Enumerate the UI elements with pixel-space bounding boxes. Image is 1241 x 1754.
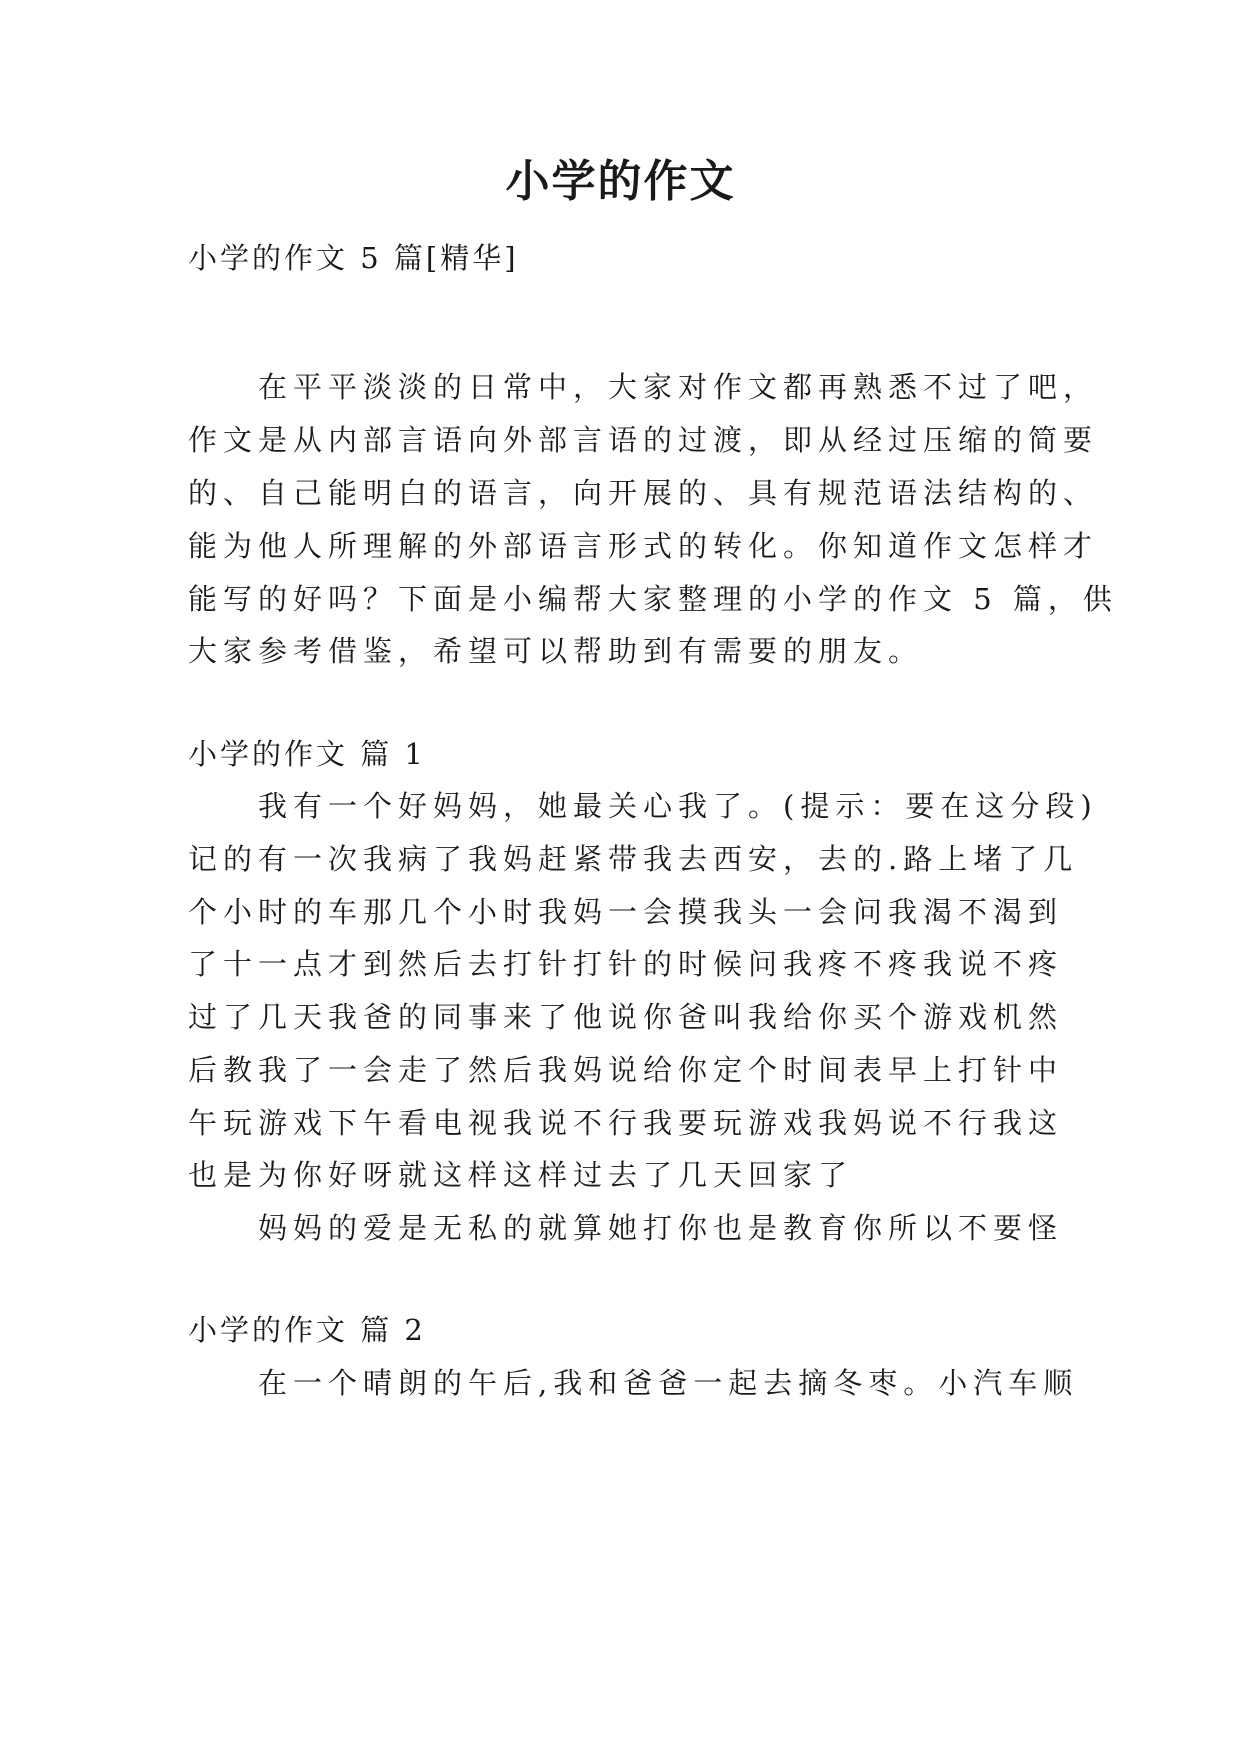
paragraph-line: 记的有一次我病了我妈赶紧带我去西安，去的.路上堵了几: [188, 842, 1079, 876]
paragraph-line: 我有一个好妈妈，她最关心我了。(提示：要在这分段): [258, 789, 1098, 823]
paragraph-line: 午玩游戏下午看电视我说不行我要玩游戏我妈说不行我这: [188, 1106, 1064, 1140]
paragraph-line: 了十一点才到然后去打针打针的时候问我疼不疼我说不疼: [188, 947, 1064, 981]
paragraph-line: 在一个晴朗的午后,我和爸爸一起去摘冬枣。小汽车顺: [258, 1366, 1079, 1400]
paragraph-line: 后教我了一会走了然后我妈说给你定个时间表早上打针中: [188, 1053, 1064, 1087]
intro-line: 的、自己能明白的语言，向开展的、具有规范语法结构的、: [188, 476, 1099, 510]
intro-line: 能写的好吗？下面是小编帮大家整理的小学的作文 5 篇，供: [188, 582, 1118, 616]
document-subtitle: 小学的作文 5 篇[精华]: [188, 241, 519, 275]
section-heading: 小学的作文 篇 2: [188, 1313, 426, 1347]
paragraph-line: 妈妈的爱是无私的就算她打你也是教育你所以不要怪: [258, 1211, 1064, 1245]
intro-line: 大家参考借鉴，希望可以帮助到有需要的朋友。: [188, 634, 924, 668]
intro-line: 能为他人所理解的外部语言形式的转化。你知道作文怎样才: [188, 529, 1099, 563]
section-heading: 小学的作文 篇 1: [188, 737, 426, 771]
document-title: 小学的作文: [505, 156, 736, 207]
paragraph-line: 过了几天我爸的同事来了他说你爸叫我给你买个游戏机然: [188, 1000, 1064, 1034]
intro-line: 作文是从内部言语向外部言语的过渡，即从经过压缩的简要: [188, 423, 1099, 457]
intro-line: 在平平淡淡的日常中，大家对作文都再熟悉不过了吧，: [258, 370, 1099, 404]
paragraph-line: 也是为你好呀就这样这样过去了几天回家了: [188, 1158, 854, 1192]
paragraph-line: 个小时的车那几个小时我妈一会摸我头一会问我渴不渴到: [188, 895, 1064, 929]
